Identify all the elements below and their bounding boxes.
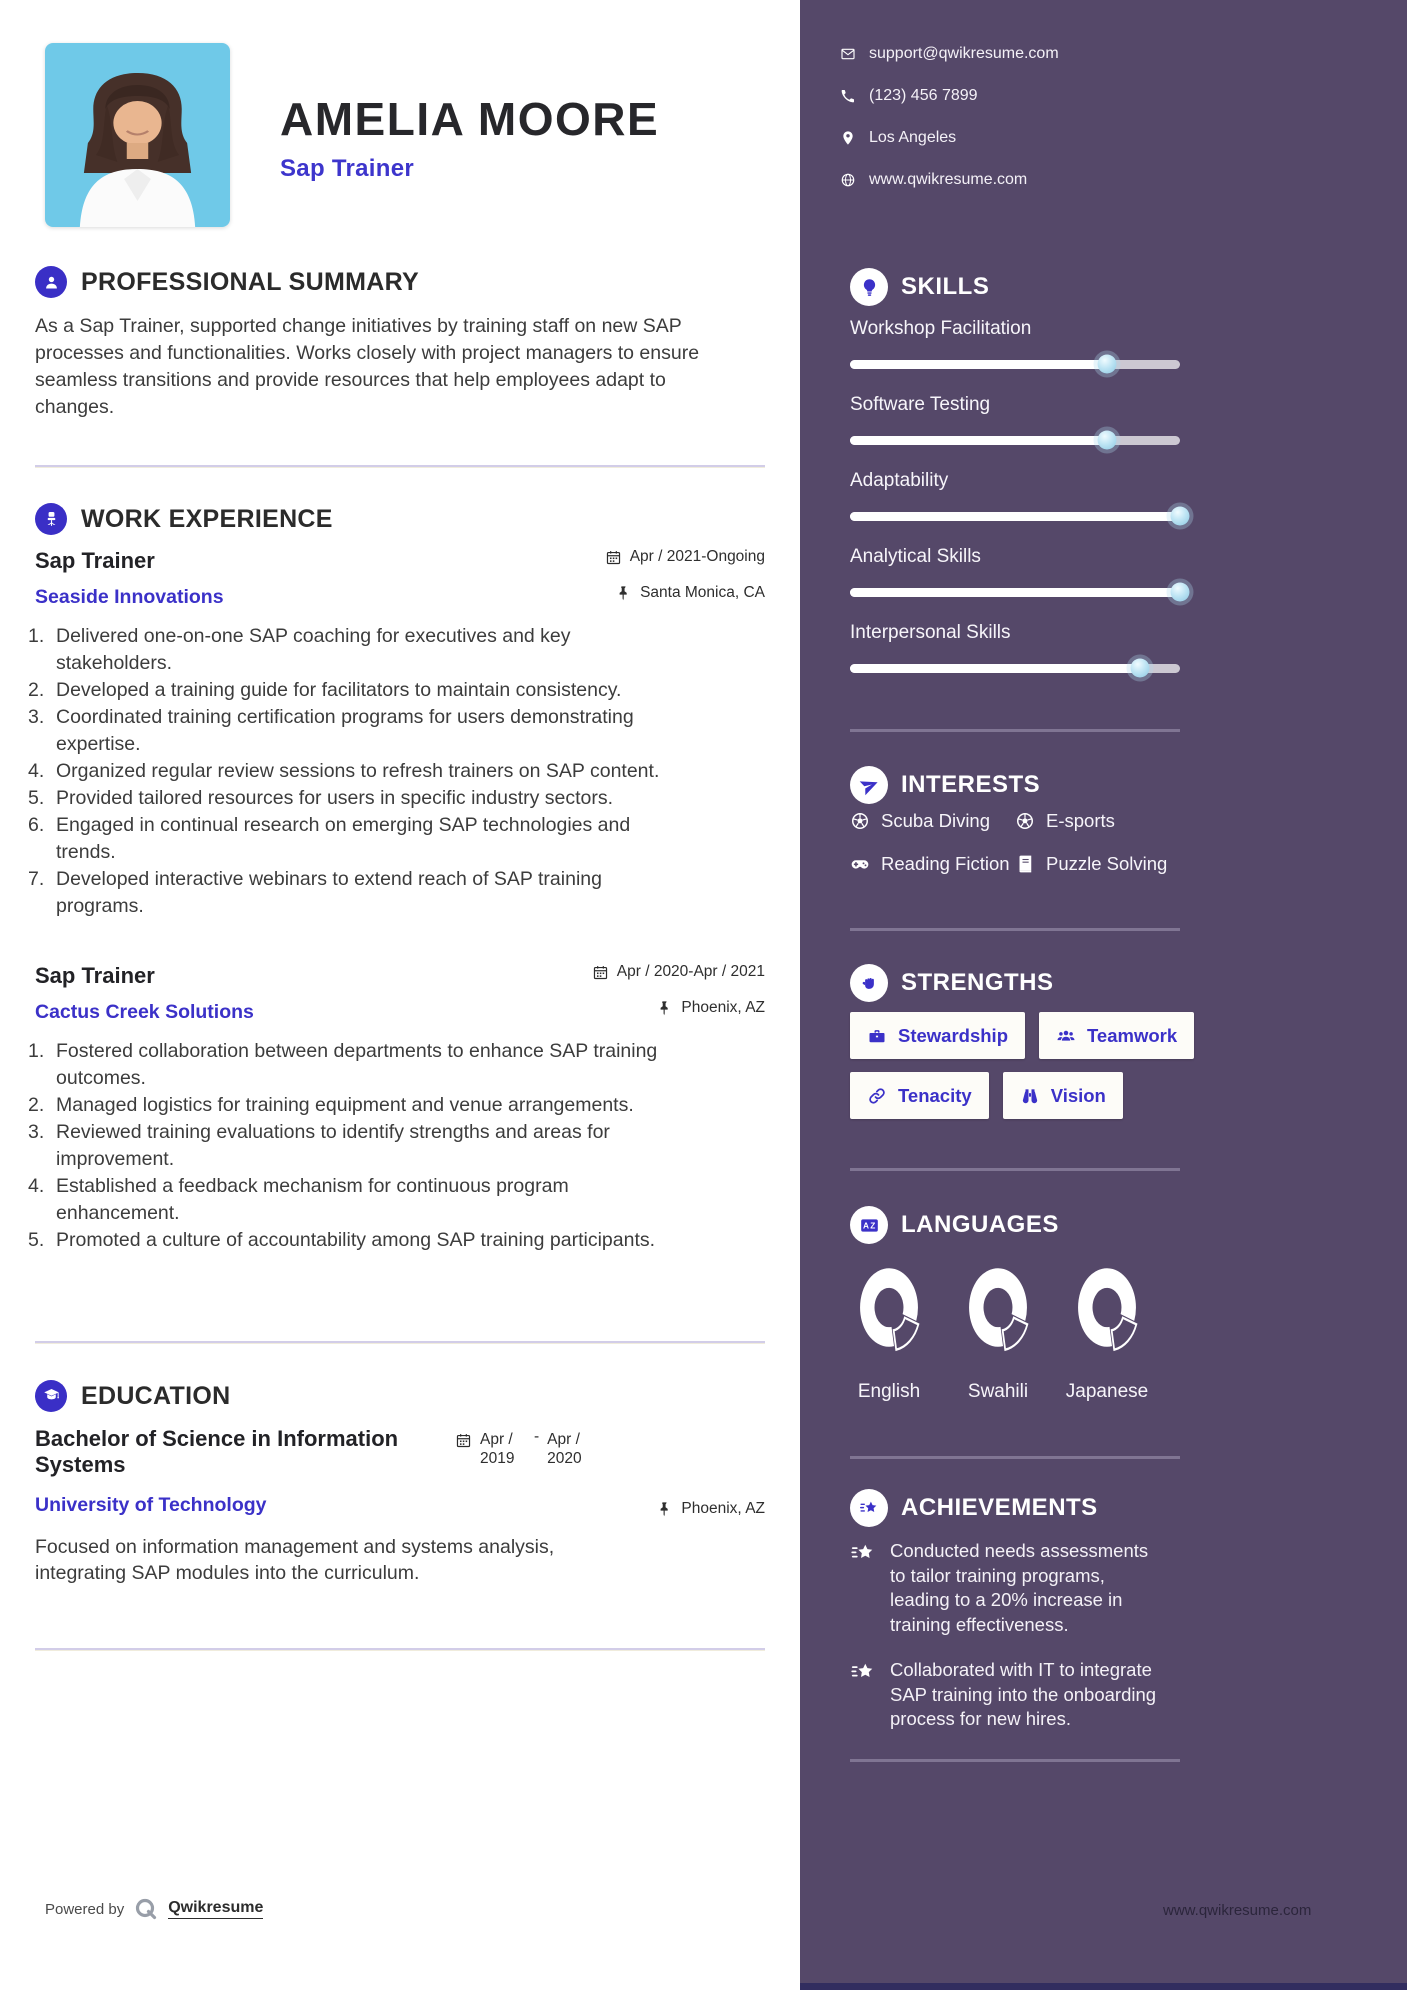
strengths-list — [850, 1012, 1194, 1132]
skill-item — [850, 318, 1180, 374]
paper-plane-icon — [850, 766, 888, 804]
contact-phone: (123) 456 7899 — [840, 87, 1059, 105]
job-bullet: Coordinated training certification programs for users demonstrating expertise. — [56, 706, 634, 755]
interest-item — [1015, 810, 1167, 832]
section-achievements-heading — [850, 1489, 1098, 1527]
section-skills-heading — [850, 268, 989, 306]
job-title: Sap Trainer — [35, 548, 155, 573]
interest-label: Puzzle Solving — [1046, 853, 1168, 874]
work-heading: WORK EXPERIENCE — [81, 504, 333, 533]
job-entry — [35, 963, 765, 1254]
watermark: www.qwikresume.com — [1163, 1902, 1312, 1919]
interest-item — [1015, 853, 1167, 875]
strength-pill — [1039, 1012, 1194, 1059]
job-bullet: Delivered one-on-one SAP coaching for executives and key stakeholders. — [56, 625, 571, 674]
section-interests-heading — [850, 766, 1040, 804]
achievement-item — [850, 1539, 1166, 1637]
person-job-title: Sap Trainer — [280, 155, 415, 182]
fist-icon — [850, 964, 888, 1002]
calendar-icon — [592, 964, 609, 981]
job-bullet: Developed a training guide for facilitators to maintain consistency. — [56, 679, 622, 701]
profile-photo — [45, 43, 230, 227]
job-bullet: Promoted a culture of accountability among SAP training participants. — [56, 1229, 656, 1251]
svg-text:A: A — [862, 1220, 869, 1231]
slider-fill — [850, 664, 1140, 673]
skill-slider[interactable] — [850, 430, 1180, 450]
job-bullet: Fostered collaboration between departments to enhance SAP training outcomes. — [56, 1040, 658, 1089]
education-heading: EDUCATION — [81, 1381, 231, 1410]
language-donut-chart — [854, 1260, 924, 1355]
skill-slider[interactable] — [850, 354, 1180, 374]
summary-text: As a Sap Trainer, supported change initiatives by training staff on new SAP processes and functionalities. Works closely with project managers to ensure seamless transitions and provide resources that help employees adapt to changes. — [35, 315, 700, 418]
identity-block — [280, 93, 660, 183]
user-icon — [35, 266, 67, 298]
slider-thumb[interactable] — [1098, 431, 1117, 450]
skill-name: Software Testing — [850, 394, 991, 415]
footer — [45, 1897, 263, 1921]
person-name: AMELIA MOORE — [280, 93, 660, 145]
language-item — [949, 1260, 1047, 1403]
calendar-icon — [455, 1432, 472, 1449]
slider-fill — [850, 360, 1107, 369]
summary-heading: PROFESSIONAL SUMMARY — [81, 267, 419, 296]
school-link[interactable]: University of Technology — [35, 1494, 267, 1516]
calendar-icon — [605, 549, 622, 566]
divider — [35, 1341, 765, 1344]
contact-block — [840, 45, 1059, 213]
shooting-star-icon — [850, 1540, 877, 1567]
interests-list — [850, 810, 1167, 875]
job-bullet: Engaged in continual research on emerging SAP technologies and trends. — [56, 814, 631, 863]
languages-list — [840, 1260, 1156, 1403]
phone-icon — [840, 88, 856, 104]
education-location: Phoenix, AZ — [656, 1500, 765, 1518]
divider — [850, 928, 1180, 931]
job-entry — [35, 548, 765, 920]
chain-link-icon — [867, 1086, 887, 1106]
skill-slider[interactable] — [850, 582, 1180, 602]
skill-item — [850, 394, 1180, 450]
slider-fill — [850, 588, 1180, 597]
strength-pill — [1003, 1072, 1123, 1119]
section-languages-heading — [850, 1206, 1059, 1244]
strength-label: Vision — [1050, 1084, 1106, 1106]
job-bullet: Provided tailored resources for users in specific industry sectors. — [56, 787, 614, 809]
divider — [850, 1168, 1180, 1171]
shooting-star-icon — [850, 1659, 877, 1686]
education-entry — [35, 1426, 765, 1586]
map-pin-icon — [840, 130, 856, 146]
bottom-strip — [800, 1983, 1407, 1990]
education-description: Focused on information management and systems analysis, integrating SAP modules into the curriculum. — [35, 1536, 555, 1584]
job-bullet: Managed logistics for training equipment and venue arrangements. — [56, 1094, 634, 1116]
language-donut-chart — [1072, 1260, 1142, 1355]
divider — [850, 729, 1180, 732]
skill-item — [850, 546, 1180, 602]
briefcase-icon — [867, 1026, 887, 1046]
strength-pill — [850, 1072, 989, 1119]
pushpin-icon — [615, 585, 632, 602]
skill-name: Analytical Skills — [850, 546, 981, 567]
languages-heading: LANGUAGES — [901, 1211, 1059, 1238]
book-icon — [1015, 854, 1035, 874]
job-bullet-list — [28, 1038, 683, 1254]
job-bullet-list — [28, 623, 683, 920]
translate-icon — [850, 1206, 888, 1244]
globe-icon — [840, 172, 856, 188]
gamepad-icon — [850, 854, 870, 874]
degree-title: Bachelor of Science in Information Systems — [35, 1426, 399, 1477]
job-dates: Apr / 2021-Ongoing — [605, 548, 765, 566]
svg-text:Z: Z — [869, 1220, 875, 1231]
qwikresume-link[interactable]: Qwikresume — [168, 1899, 263, 1919]
interest-item — [850, 810, 1015, 832]
company-link[interactable]: Cactus Creek Solutions — [35, 1001, 254, 1023]
job-dates: Apr / 2020-Apr / 2021 — [592, 963, 765, 981]
divider — [35, 1648, 765, 1651]
portrait-illustration — [45, 43, 230, 227]
slider-fill — [850, 436, 1107, 445]
skill-item — [850, 470, 1180, 526]
section-strengths-heading — [850, 964, 1054, 1002]
interest-label: Reading Fiction — [881, 853, 1010, 874]
strength-label: Teamwork — [1087, 1024, 1178, 1046]
contact-website[interactable]: www.qwikresume.com — [840, 171, 1059, 189]
job-bullet: Reviewed training evaluations to identify strengths and areas for improvement. — [56, 1121, 610, 1170]
language-item — [1058, 1260, 1156, 1403]
job-bullet: Established a feedback mechanism for continuous program enhancement. — [56, 1175, 569, 1224]
strength-pill — [850, 1012, 1025, 1059]
futbol-icon — [850, 811, 870, 831]
language-name: Japanese — [1065, 1381, 1149, 1402]
interest-item — [850, 853, 1015, 875]
shooting-star-icon — [850, 1489, 888, 1527]
language-item — [840, 1260, 938, 1403]
job-location: Phoenix, AZ — [656, 999, 765, 1017]
interest-label: Scuba Diving — [881, 810, 991, 831]
binoculars-icon — [1020, 1086, 1040, 1106]
strength-label: Stewardship — [898, 1024, 1008, 1046]
achievements-heading: ACHIEVEMENTS — [901, 1494, 1098, 1521]
achievement-text: Conducted needs assessments to tailor training programs, leading to a 20% increase in training effectiveness. — [890, 1540, 1149, 1635]
strength-label: Tenacity — [898, 1084, 972, 1106]
slider-thumb[interactable] — [1131, 659, 1150, 678]
language-name: English — [857, 1381, 921, 1402]
company-link[interactable]: Seaside Innovations — [35, 586, 224, 608]
achievements-list — [850, 1539, 1166, 1753]
achievement-item — [850, 1658, 1166, 1732]
section-education — [35, 1380, 765, 1412]
graduation-cap-icon — [35, 1380, 67, 1412]
date-end: Apr / 2020 — [547, 1431, 582, 1467]
job-bullet: Developed interactive webinars to extend reach of SAP training programs. — [56, 868, 602, 917]
section-professional-summary — [35, 266, 765, 421]
interest-label: E-sports — [1046, 810, 1115, 831]
date-separator: - — [534, 1428, 540, 1445]
divider — [35, 465, 765, 468]
job-bullet: Organized regular review sessions to refresh trainers on SAP content. — [56, 760, 660, 782]
language-donut-chart — [963, 1260, 1033, 1355]
job-location: Santa Monica, CA — [615, 584, 765, 602]
skill-name: Adaptability — [850, 470, 949, 491]
interests-heading: INTERESTS — [901, 771, 1041, 798]
slider-thumb[interactable] — [1171, 583, 1190, 602]
strengths-heading: STRENGTHS — [901, 969, 1054, 996]
skill-name: Interpersonal Skills — [850, 622, 1011, 643]
divider — [850, 1456, 1180, 1459]
pushpin-icon — [656, 1501, 673, 1518]
sidebar — [800, 0, 1407, 1990]
users-icon — [1056, 1026, 1076, 1046]
skill-item — [850, 622, 1180, 678]
job-title: Sap Trainer — [35, 963, 155, 988]
contact-email[interactable]: support@qwikresume.com — [840, 45, 1059, 63]
education-dates — [455, 1430, 593, 1468]
language-name: Swahili — [967, 1381, 1029, 1402]
skills-heading: SKILLS — [901, 273, 990, 300]
envelope-icon — [840, 46, 856, 62]
contact-location: Los Angeles — [840, 129, 1059, 147]
pushpin-icon — [656, 1000, 673, 1017]
achievement-text: Collaborated with IT to integrate SAP training into the onboarding process for new hires. — [890, 1659, 1157, 1729]
skill-slider[interactable] — [850, 506, 1180, 526]
powered-by-label: Powered by — [45, 1900, 125, 1918]
qwikresume-logo-icon — [134, 1897, 158, 1921]
slider-thumb[interactable] — [1171, 507, 1190, 526]
lightbulb-icon — [850, 268, 888, 306]
divider — [850, 1759, 1180, 1762]
date-start: Apr / 2019 — [480, 1431, 515, 1467]
skill-name: Workshop Facilitation — [850, 318, 1032, 339]
slider-fill — [850, 512, 1180, 521]
skill-slider[interactable] — [850, 658, 1180, 678]
skills-list — [850, 318, 1180, 698]
section-work-experience — [35, 503, 765, 535]
slider-thumb[interactable] — [1098, 355, 1117, 374]
futbol-icon — [1015, 811, 1035, 831]
office-chair-icon — [35, 503, 67, 535]
